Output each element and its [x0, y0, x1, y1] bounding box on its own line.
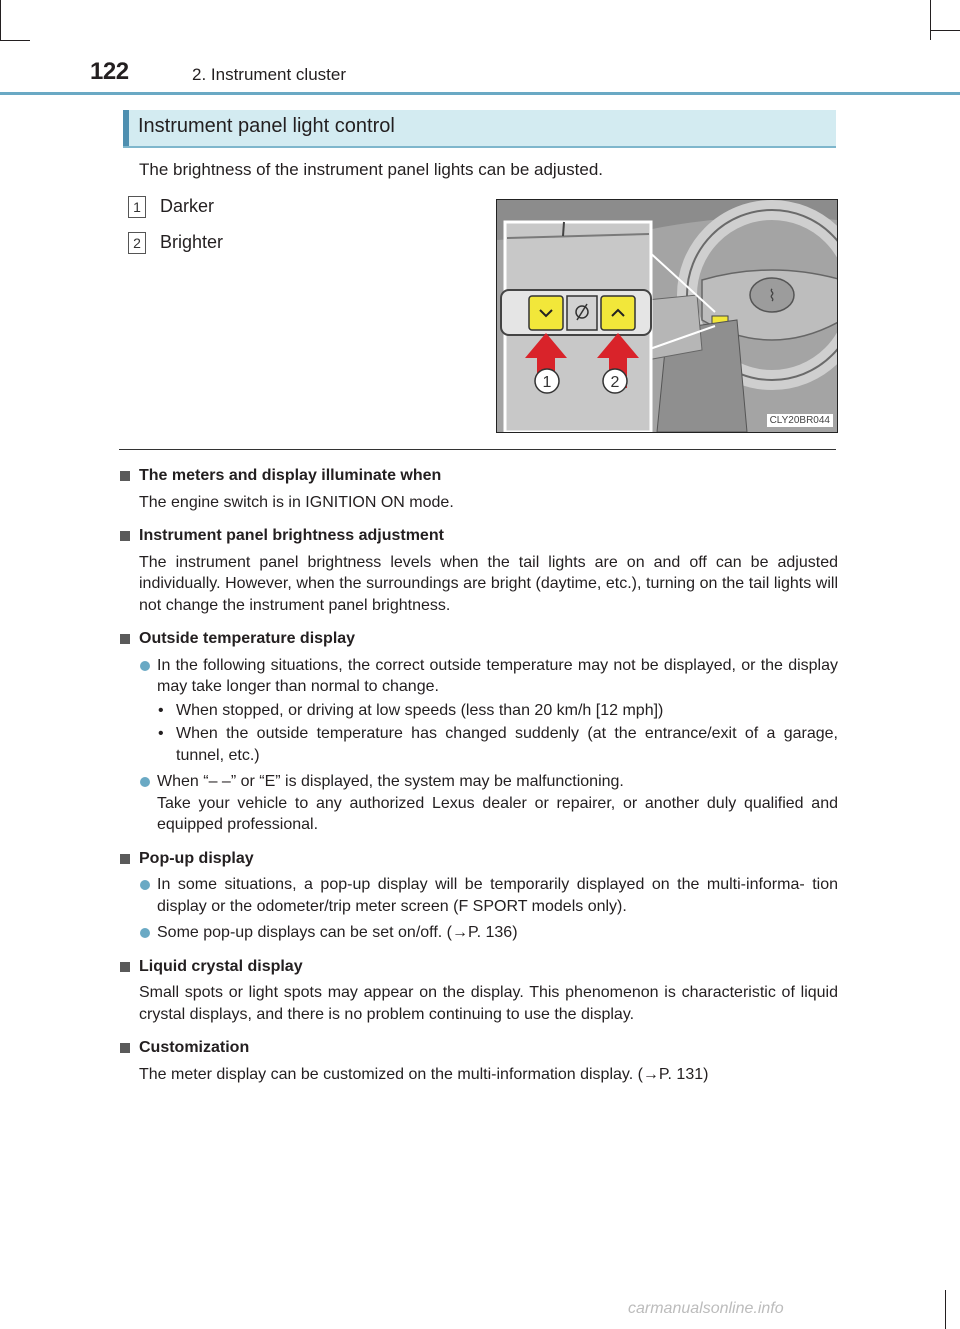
note-sub-bullet: • When stopped, or driving at low speeds (less than 20 km/h [12 mph]) [158, 700, 838, 722]
legend-item-brighter [128, 232, 223, 254]
square-bullet-icon [120, 531, 130, 541]
note-sub-bullet: • When the outside temperature has changed suddenly (at the entrance/exit of a garage, tunnel, etc.) [158, 723, 838, 766]
page-header [0, 52, 960, 96]
header-rule [0, 92, 960, 95]
section-intro: The brightness of the instrument panel lights can be adjusted. [139, 160, 604, 179]
page-number: 122 [90, 58, 129, 85]
note-bullet: In some situations, a pop-up display will be temporarily displayed on the multi-informa- tion display or the odometer/trip meter screen (F SPORT models only). [120, 874, 838, 917]
legend-label: Darker [160, 196, 215, 216]
legend-number: 1 [128, 196, 146, 218]
section-accent [123, 110, 129, 146]
square-bullet-icon [120, 634, 130, 644]
round-bullet-icon [140, 928, 150, 938]
crop-mark [0, 0, 1, 40]
note-text: Small spots or light spots may appear on the display. This phenomenon is characteristic of liquid crystal displays, and there is no problem continuing to use the display. [139, 984, 838, 1023]
square-bullet-icon [120, 1043, 130, 1053]
round-bullet-icon [140, 777, 150, 787]
square-bullet-icon [120, 854, 130, 864]
note-heading: Outside temperature display [120, 628, 838, 650]
square-bullet-icon [120, 471, 130, 481]
chapter-title: 2. Instrument cluster [192, 65, 347, 84]
dot-bullet-icon: • [158, 725, 164, 742]
dashboard-illustration [496, 199, 838, 433]
crop-mark [930, 30, 960, 31]
dot-bullet-icon: • [158, 701, 164, 719]
note-bullet: Some pop-up displays can be set on/off. (→P. 136) [120, 922, 838, 944]
section-heading-bar [123, 110, 836, 148]
note-text: The instrument panel brightness levels when the tail lights are on and off can be adjusted individually. However, when the surroundings are bright (daytime, etc.), turning on the tail lights will not change the instrument panel brightness. [139, 553, 838, 614]
note-heading: Liquid crystal display [120, 956, 838, 978]
figure-code: CLY20BR044 [767, 414, 833, 427]
legend-label: Brighter [160, 232, 224, 252]
note-bullet: When “– –” or “E” is displayed, the system may be malfunctioning. Take your vehicle to any authorized Lexus dealer or repairer, or another duly qualified and equipped professional. [120, 771, 838, 836]
notes-content [120, 460, 838, 1085]
callout-1: 1 [542, 374, 552, 391]
note-heading: Pop-up display [120, 848, 838, 870]
round-bullet-icon [140, 880, 150, 890]
legend-number: 2 [128, 232, 146, 254]
dashboard-drawing [497, 200, 837, 432]
legend-item-darker [128, 196, 214, 218]
section-title: Instrument panel light control [138, 115, 395, 137]
note-heading: The meters and display illuminate when [120, 465, 838, 487]
square-bullet-icon [120, 962, 130, 972]
crop-mark [930, 0, 931, 40]
section-divider [119, 449, 836, 450]
note-heading: Instrument panel brightness adjustment [120, 525, 838, 547]
note-text: The meter display can be customized on the multi-information display. (→P. 131) [139, 1065, 709, 1083]
note-bullet: In the following situations, the correct outside temperature may not be displayed, or the display may take longer than normal to change. [120, 655, 838, 698]
svg-text:⌇: ⌇ [768, 286, 776, 305]
crop-mark [945, 1290, 946, 1329]
note-heading: Customization [120, 1037, 838, 1059]
callout-2: 2 [610, 374, 620, 391]
round-bullet-icon [140, 661, 150, 671]
watermark: carmanualsonline.info [628, 1300, 784, 1317]
crop-mark [0, 40, 30, 41]
note-text: The engine switch is in IGNITION ON mode. [139, 493, 454, 511]
